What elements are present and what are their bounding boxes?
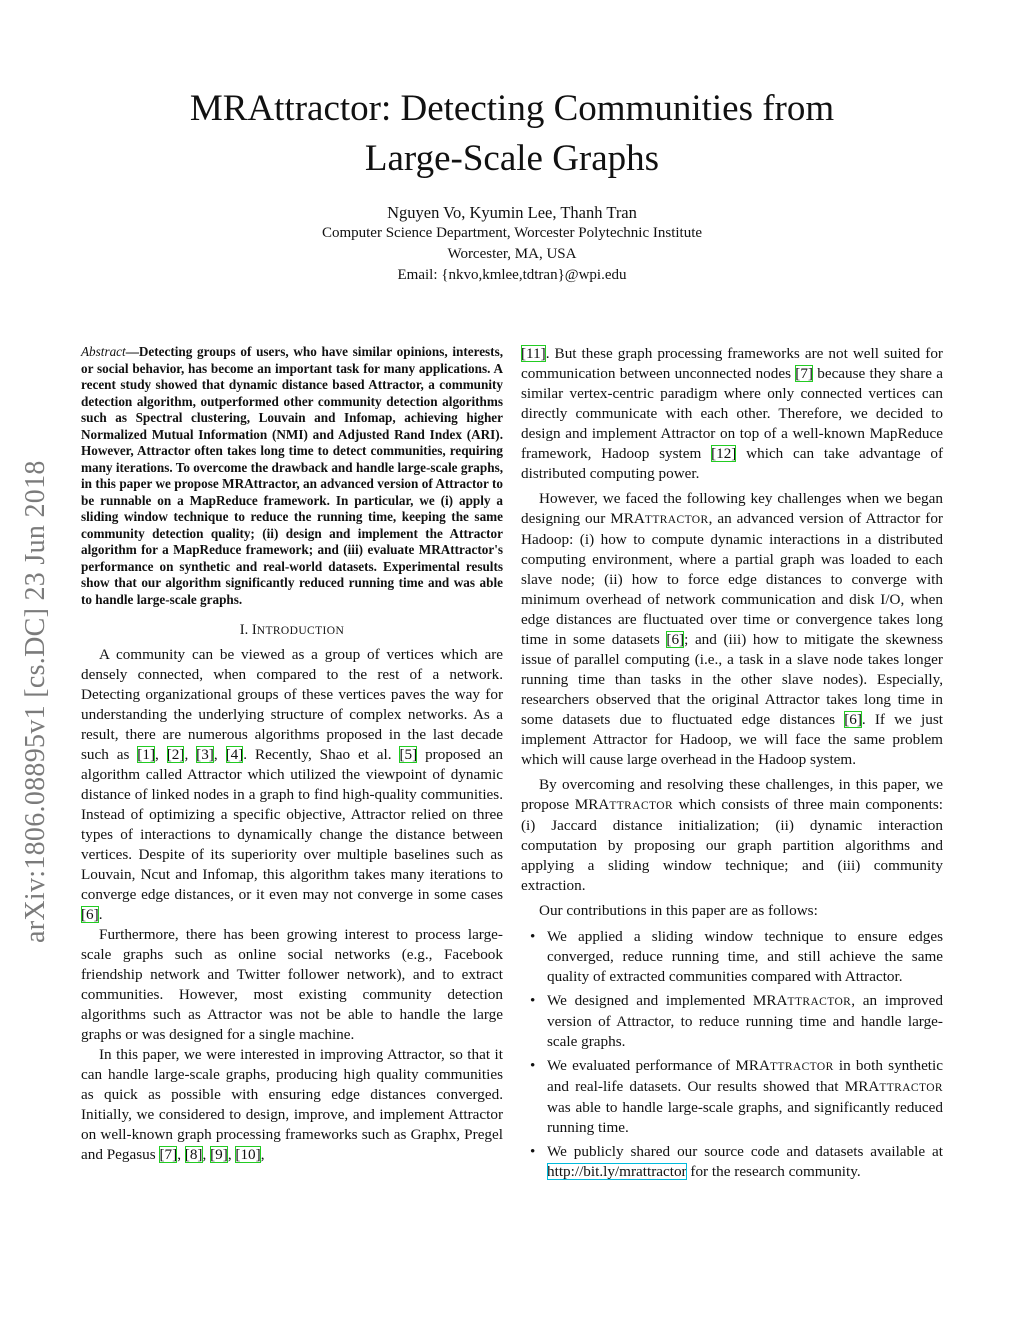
citation-link[interactable]: [2] xyxy=(166,746,185,763)
text-run: which consists of three main components: (i) Jaccard distance initialization; (ii) dynamic interaction computation by proposing our graph partition algorithms and applying a sliding window technique; and (iii) community extraction. xyxy=(521,796,943,894)
text-run: MRA xyxy=(752,992,788,1009)
text-run: TTRACTOR xyxy=(769,1061,834,1073)
text-run: We publicly shared our source code and datasets available at xyxy=(547,1143,943,1160)
citation-link[interactable]: [6] xyxy=(666,631,685,648)
text-run: . xyxy=(98,906,103,923)
text-run: However, we faced the following key challenges when we began designing our xyxy=(521,490,943,527)
title-line-2: Large-Scale Graphs xyxy=(364,138,660,179)
contribution-item xyxy=(521,1056,943,1138)
mrattractor-name xyxy=(575,796,673,813)
citation-link[interactable]: [4] xyxy=(225,746,244,763)
text-run: which can take advantage of distributed computing power. xyxy=(521,445,943,482)
text-run: ; and (iii) how to mitigate the skewness issue of parallel computing (i.e., a task in a slave node takes longer running time than tasks in the other slave nodes). Especially, researchers observed that the original Attractor takes long time in some datasets due to fluctuated edge distances xyxy=(521,631,943,728)
text-run: was able to handle large-scale graphs, and significantly reduced running time. xyxy=(547,1099,943,1136)
text-run: A community can be viewed as a group of vertices which are densely connected, when compared to the rest of a network. Detecting organizational groups of these vertices paves the way for understanding the underlying structure of complex networks. As a result, there are numerous algorithms proposed in the last decade such as xyxy=(81,646,503,763)
contribution-item xyxy=(521,991,943,1052)
affiliation: Computer Science Department, Worcester Polytechnic Institute xyxy=(321,225,703,241)
intro-paragraph-3-continued xyxy=(521,344,943,484)
mrattractor-name xyxy=(735,1057,833,1074)
right-column xyxy=(521,344,943,1186)
intro-paragraph-3 xyxy=(81,1045,503,1165)
section-heading-introduction xyxy=(81,620,503,641)
text-run: , xyxy=(155,746,167,763)
text-run: , xyxy=(177,1146,185,1163)
paper-title xyxy=(112,84,912,184)
abstract-label: Abstract xyxy=(81,344,126,359)
citation-link[interactable]: [7] xyxy=(795,365,813,382)
text-run: proposed an algorithm called Attractor which utilized the viewpoint of dynamic distance of linked nodes in a graph to find high-quality communities. Instead of optimizing a specific objective, Attractor relied on three types of interactions to dynamically change the distance between vertices. Despite of its superiority over multiple baselines such as Louvain, Ncut and Infomap, this algorithm takes many iterations to converge edge distances, or it even may not converge in some cases xyxy=(81,746,504,903)
abstract xyxy=(81,344,503,608)
text-run: , xyxy=(184,746,197,763)
text-run: for the research community. xyxy=(686,1163,861,1180)
left-column xyxy=(81,344,503,1165)
text-run: . Recently, Shao et al. xyxy=(243,746,400,763)
text-run: We designed and implemented xyxy=(547,992,753,1009)
section-number: I. xyxy=(239,622,249,638)
challenges-paragraph xyxy=(521,489,943,770)
citation-link[interactable]: [3] xyxy=(196,746,214,763)
text-run: , an improved version of Attractor, to reduce running time and handle large-scale graphs. xyxy=(547,992,943,1050)
contribution-item xyxy=(521,1142,943,1182)
proposal-paragraph xyxy=(521,775,943,896)
title-line-1: MRAttractor: Detecting Communities from xyxy=(189,88,835,129)
location: Worcester, MA, USA xyxy=(447,246,577,262)
mrattractor-name xyxy=(753,992,851,1009)
citation-link[interactable]: [8] xyxy=(184,1146,203,1163)
text-run: MRA xyxy=(574,796,610,813)
contributions-list xyxy=(521,927,943,1182)
contribution-item: • We applied a sliding window technique to ensure edges converged, reduce running time, and still achieve the same quality of extracted communities compared with Attractor. xyxy=(521,927,943,987)
text-run: TTRACTOR xyxy=(879,1082,943,1094)
text-run: . But these graph processing frameworks are not well suited for communication between unconnected nodes xyxy=(521,345,943,382)
text-run: , xyxy=(260,1146,265,1163)
intro-paragraph-2: Furthermore, there has been growing interest to process large-scale graphs such as online social networks (e.g., Facebook friendship network and Twitter follower network), and to extract communities. However, most existing community detection algorithms such as Attractor was not be able to handle the large graphs or was designed for a single machine. xyxy=(81,926,503,1043)
text-run: In this paper, we were interested in improving Attractor, so that it can handle large-scale graphs, producing high quality communities as quick as possible with ensuring edge distances converged. Initially, we considered to design, improve, and implement Attractor on well-known graph processing frameworks such as Graphx, Pregel and Pegasus xyxy=(81,1046,503,1163)
email: Email: {nkvo,kmlee,tdtran}@wpi.edu xyxy=(397,267,627,283)
text-run: By overcoming and resolving these challenges, in this paper, we propose xyxy=(521,776,943,813)
citation-link[interactable]: [5] xyxy=(399,746,418,763)
citation-link[interactable]: [10] xyxy=(235,1146,261,1163)
citation-link[interactable]: [1] xyxy=(137,746,156,763)
text-run: MRA xyxy=(735,1057,770,1074)
section-title-rest: NTRODUCTION xyxy=(256,625,345,637)
author-names: Nguyen Vo, Kyumin Lee, Thanh Tran xyxy=(387,203,637,222)
text-run: , xyxy=(213,746,226,763)
text-run: in both synthetic and real-life datasets. Our results showed that xyxy=(547,1057,943,1095)
text-run: . If we just implement Attractor for Hadoop, we will face the same problem which will cause large overhead in the Hadoop system. xyxy=(521,711,944,768)
text-run: , xyxy=(227,1146,236,1163)
text-run: because they share a similar vertex-centric paradigm where only connected vertices can directly communicate with each other. Therefore, we decided to design and implement Attractor on top of a well-known MapReduce framework, Hadoop system xyxy=(521,365,943,462)
text-run: , xyxy=(202,1146,211,1163)
text-run: TTRACTOR xyxy=(644,514,709,526)
citation-link[interactable]: [9] xyxy=(210,1146,228,1163)
author-block xyxy=(112,202,912,286)
intro-paragraph-1 xyxy=(81,645,503,925)
source-code-link[interactable]: http://bit.ly/mrattractor xyxy=(547,1163,687,1180)
text-run: We evaluated performance of xyxy=(547,1057,736,1074)
citation-link[interactable]: [6] xyxy=(844,711,862,728)
citation-link[interactable]: [12] xyxy=(711,445,737,462)
section-title-initial: I xyxy=(251,622,257,638)
text-run: TTRACTOR xyxy=(609,800,674,812)
citation-link[interactable]: [11] xyxy=(521,345,546,362)
text-run: MRA xyxy=(610,510,645,527)
text-run: MRA xyxy=(844,1078,880,1095)
text-run: TTRACTOR xyxy=(787,996,852,1008)
citation-link[interactable]: [7] xyxy=(159,1146,178,1163)
citation-link[interactable]: [6] xyxy=(81,906,99,923)
contributions-intro: Our contributions in this paper are as follows: xyxy=(539,902,818,919)
abstract-text: —Detecting groups of users, who have similar opinions, interests, or social behavior, has become an important task for many applications. A recent study showed that dynamic distance based Attractor, a community detection algorithm, outperformed other community detection algorithms such as Spectral clustering, Louvain and Infomap, achieving higher Normalized Mutual Information (NMI) and Adjusted Rand Index (ARI). However, Attractor often takes long time to detect communities, requiring many iterations. To overcome the drawback and handle large-scale graphs, in this paper we propose MRAttractor, an advanced version of Attractor to be runnable on a MapReduce framework. In particular, we (i) apply a sliding window technique to reduce the running time, keeping the same community detection quality; (ii) design and implement the Attractor algorithm for a MapReduce framework; and (iii) evaluate MRAttractor's performance on synthetic and real-world datasets. Experimental results show that our algorithm significantly reduced running time and was able to handle large-scale graphs. xyxy=(81,344,503,607)
arxiv-stamp: arXiv:1806.08895v1 [cs.DC] 23 Jun 2018 xyxy=(20,460,51,943)
mrattractor-name xyxy=(610,510,708,527)
mrattractor-name xyxy=(845,1078,943,1095)
text-run: , an advanced version of Attractor for Hadoop: (i) how to compute dynamic interactions in a distributed computing environment, where a partial graph was loaded to each slave node; (ii) how to force edge distances to converge with minimum overhead of network communication and disk I/O, when edge distances are fluctuated over time or convergence takes long time in some datasets xyxy=(521,510,943,648)
